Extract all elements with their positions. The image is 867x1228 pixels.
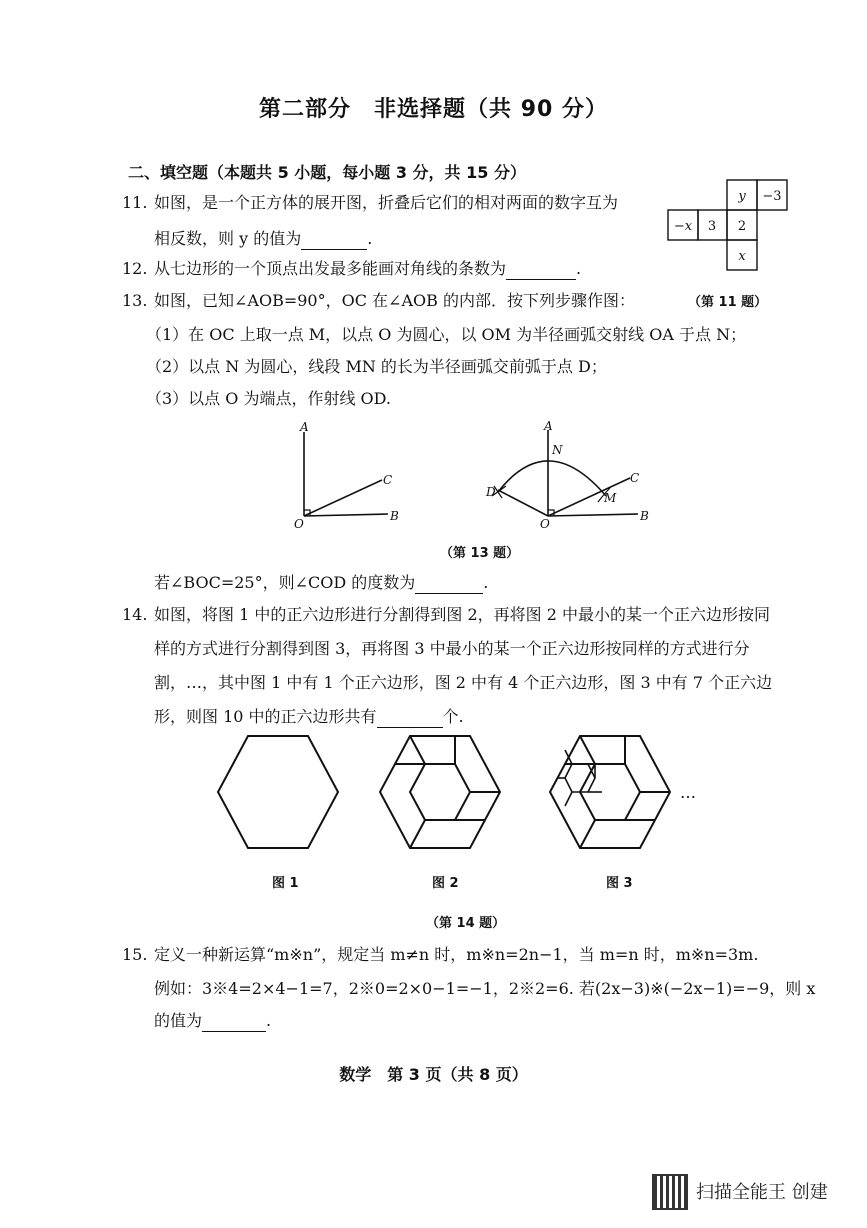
q11-line1 — [122, 192, 618, 214]
page-footer: 数学 第 3 页（共 8 页） — [339, 1065, 528, 1084]
q11-text1: 如图，是一个正方体的展开图，折叠后它们的相对两面的数字互为 — [154, 193, 619, 212]
q15-line3 — [154, 1010, 271, 1032]
net-label-2: 2 — [737, 219, 747, 234]
q11-text2: 相反数，则 y 的值为 — [154, 229, 302, 248]
scanner-watermark: 扫描全能王 创建 — [696, 1182, 828, 1203]
q13-figure-left — [290, 418, 410, 530]
q15-line1 — [122, 944, 758, 966]
fig1-label: 图 1 — [272, 876, 299, 891]
q12-text: 从七边形的一个顶点出发最多能画对角线的条数为 — [154, 259, 507, 278]
q14-ellipsis: … — [680, 783, 696, 802]
label-a: A — [544, 419, 553, 433]
fig2-hexagon — [380, 736, 500, 848]
q14-hexagon-figures — [210, 730, 700, 855]
q15-answer-blank[interactable] — [202, 1031, 266, 1032]
q15-line2: 例如：3※4=2×4−1=7，2※0=2×0−1=−1，2※2=6. 若(2x−3)※(−2x−1)=−9，则 x — [154, 979, 816, 998]
q15-number: 15. — [122, 945, 148, 964]
q12-period: . — [576, 259, 582, 278]
q14-number: 14. — [122, 605, 148, 624]
q14-line1 — [122, 604, 770, 626]
q11-answer-blank[interactable] — [301, 249, 367, 250]
q14-text4: 形，则图 10 中的正六边形共有 — [154, 707, 377, 726]
label-a: A — [300, 420, 309, 434]
label-m: M — [604, 491, 617, 505]
q14-answer-blank[interactable] — [377, 727, 443, 728]
ray-oc — [304, 480, 382, 516]
label-d: D — [486, 485, 496, 499]
q11-caption: （第 11 题） — [688, 295, 768, 310]
fig2-inner-hexagon — [410, 764, 470, 820]
net-label-negx: −x — [673, 219, 693, 234]
q13-figure-right — [480, 418, 660, 530]
label-b: B — [390, 509, 399, 523]
fig2-label: 图 2 — [432, 876, 459, 891]
q15-period: . — [266, 1011, 272, 1030]
q14-line3: 割，…，其中图 1 中有 1 个正六边形，图 2 中有 4 个正六边形，图 3 中有 7 个正六边 — [154, 673, 773, 692]
ray-od — [498, 490, 548, 516]
q15-text3: 的值为 — [154, 1011, 203, 1030]
label-b: B — [640, 509, 649, 523]
q14-line4 — [154, 706, 464, 728]
qr-code-icon — [652, 1174, 688, 1210]
q14-line2: 样的方式进行分割得到图 3，再将图 3 中最小的某一个正六边形按同样的方式进行分 — [154, 639, 750, 658]
net-label-3: 3 — [707, 219, 717, 234]
q13-step2: （2）以点 N 为圆心，线段 MN 的长为半径画弧交前弧于点 D； — [146, 357, 607, 376]
net-label-y: y — [738, 189, 746, 204]
q15-text1: 定义一种新运算“m※n”，规定当 m≠n 时，m※n=2n−1，当 m=n 时，m※n=3m. — [154, 945, 759, 964]
q11-number: 11. — [122, 193, 148, 212]
q13-ask: 若∠BOC=25°，则∠COD 的度数为 — [154, 573, 416, 592]
q13-step3: （3）以点 O 为端点，作射线 OD. — [146, 389, 392, 408]
q14-text1: 如图，将图 1 中的正六边形进行分割得到图 2，再将图 2 中最小的某一个正六边形按同 — [154, 605, 770, 624]
fig1-hexagon — [218, 736, 338, 848]
fig3-smallest-hexagon — [565, 764, 595, 792]
net-label-x: x — [738, 249, 746, 264]
q11-period: . — [367, 229, 373, 248]
q12-answer-blank[interactable] — [506, 279, 576, 280]
page-title: 第二部分 非选择题（共 90 分） — [259, 97, 608, 122]
q14-unit: 个. — [442, 707, 464, 726]
q13-caption: （第 13 题） — [440, 546, 520, 561]
q13-line1 — [122, 290, 635, 312]
ray-ob — [548, 514, 638, 516]
q13-number: 13. — [122, 291, 148, 310]
ray-ob — [304, 514, 388, 516]
label-c: C — [630, 471, 640, 485]
label-n: N — [552, 443, 563, 457]
label-o: O — [540, 517, 550, 530]
q13-period: . — [483, 573, 489, 592]
label-c: C — [383, 473, 393, 487]
cube-net-figure — [666, 178, 792, 274]
q14-caption: （第 14 题） — [426, 916, 506, 931]
label-o: O — [294, 517, 304, 530]
q12-number: 12. — [122, 259, 148, 278]
section-heading: 二、填空题（本题共 5 小题，每小题 3 分，共 15 分） — [128, 163, 526, 182]
fig3-hexagon — [550, 736, 670, 848]
q13-question — [154, 572, 488, 594]
q12-line — [122, 258, 581, 280]
net-label-neg3: −3 — [762, 189, 782, 204]
q11-line2 — [154, 228, 372, 250]
arc-mn — [498, 461, 606, 496]
ray-oc — [548, 478, 630, 516]
q13-answer-blank[interactable] — [415, 593, 483, 594]
fig3-label: 图 3 — [606, 876, 633, 891]
q13-step1: （1）在 OC 上取一点 M，以点 O 为圆心，以 OM 为半径画弧交射线 OA 于点 N； — [146, 325, 747, 344]
q13-text1: 如图，已知∠AOB=90°，OC 在∠AOB 的内部．按下列步骤作图： — [154, 291, 635, 310]
